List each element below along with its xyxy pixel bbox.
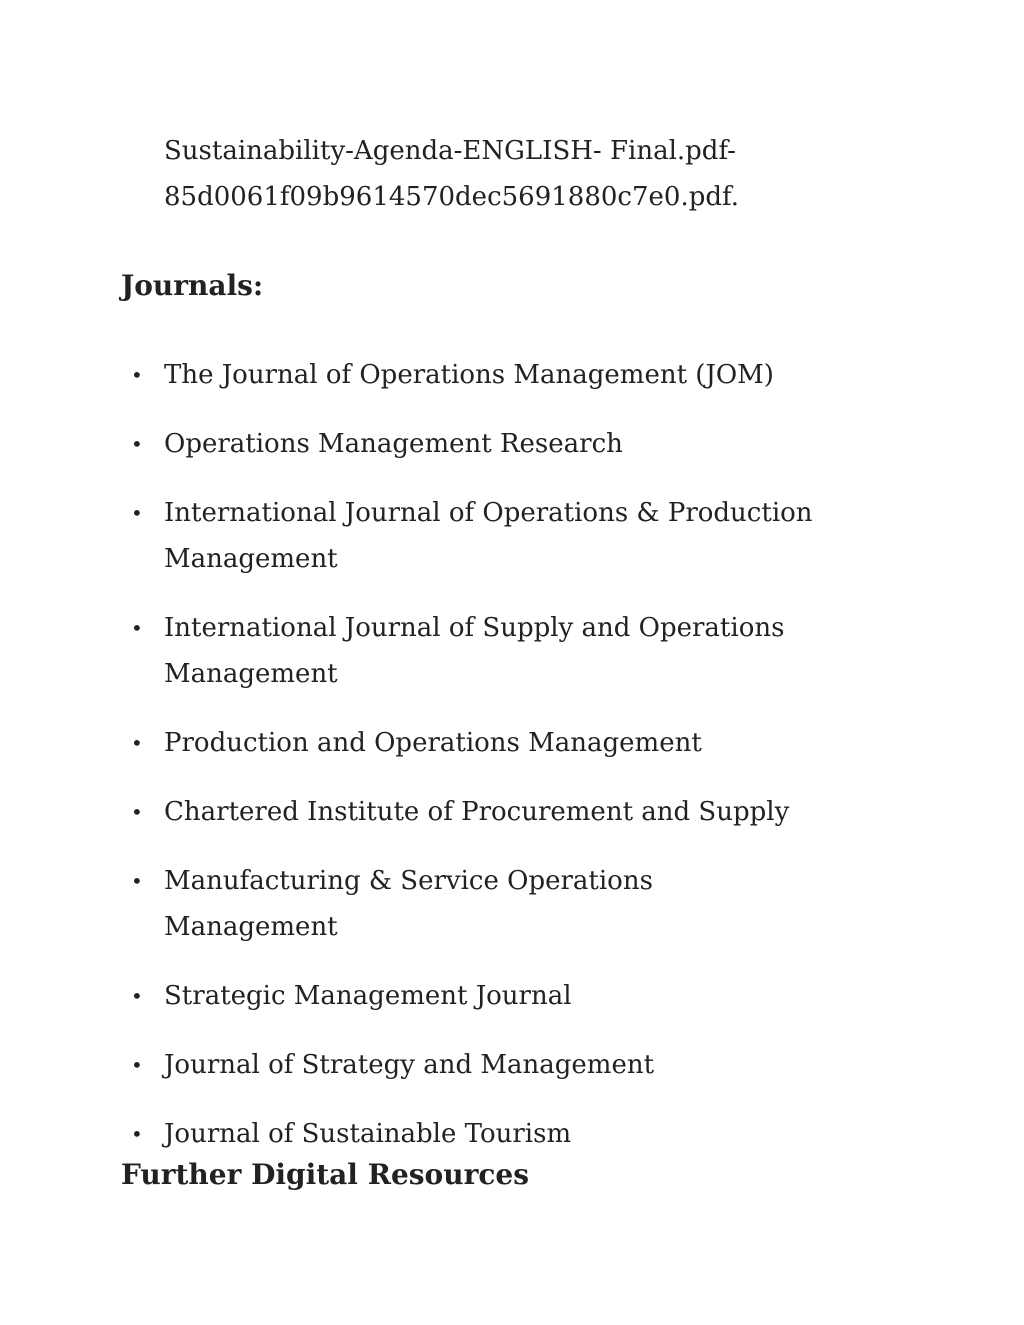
journal-title: Production and Operations Management [164,728,702,758]
journal-title: Chartered Institute of Procurement and Supply [164,797,790,827]
journal-title: Strategic Management Journal [164,981,572,1011]
reference-line-1: Sustainability-Agenda-ENGLISH- Final.pdf- [164,136,736,166]
list-item [0,789,824,835]
bullet-icon: • [131,616,143,640]
list-item [0,421,824,467]
bullet-icon: • [131,1122,143,1146]
list-item [0,605,824,697]
bullet-icon: • [131,1053,143,1077]
bullet-icon: • [131,432,143,456]
bullet-icon: • [131,501,143,525]
bullet-icon: • [131,869,143,893]
list-item [0,973,824,1019]
journal-title: International Journal of Supply and Operations Management [164,613,785,689]
journal-title: Journal of Sustainable Tourism [164,1119,572,1149]
bullet-icon: • [131,800,143,824]
journal-title: Journal of Strategy and Management [164,1050,655,1080]
list-item [0,1111,824,1157]
list-item [0,858,824,950]
journal-list [0,352,1024,1180]
journal-title: Manufacturing & Service Operations Management [164,866,653,942]
list-item [0,352,824,398]
list-item [0,490,824,582]
bullet-icon: • [131,363,143,387]
list-item [0,720,824,766]
reference-line-2: 85d0061f09b9614570dec5691880c7e0.pdf. [164,182,739,212]
reference-continuation [164,128,924,220]
further-resources-heading: Further Digital Resources [121,1158,529,1191]
journal-title: The Journal of Operations Management (JOM) [164,360,774,390]
journal-title: International Journal of Operations & Production Management [164,498,813,574]
bullet-icon: • [131,731,143,755]
bullet-icon: • [131,984,143,1008]
journal-title: Operations Management Research [164,429,623,459]
list-item [0,1042,824,1088]
journals-heading: Journals: [121,269,264,302]
